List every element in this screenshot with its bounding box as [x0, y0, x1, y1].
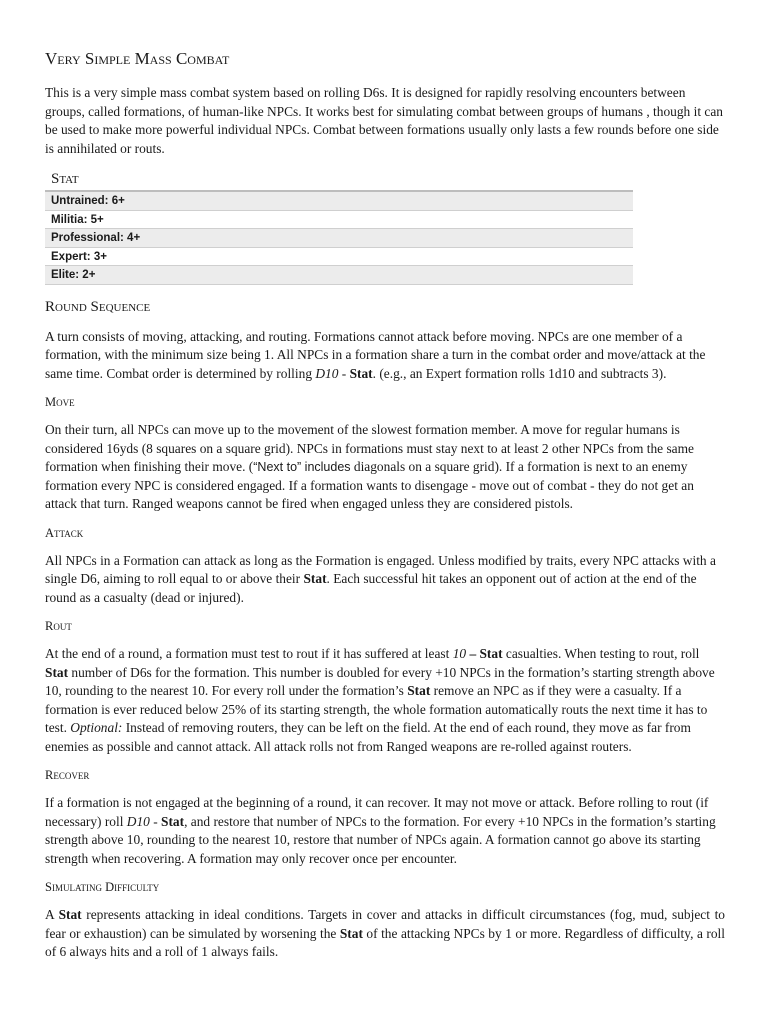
attack-heading: Attack — [45, 525, 84, 540]
stat-row-militia: Militia: 5+ — [45, 211, 633, 230]
simulating-difficulty-heading: Simulating Difficulty — [45, 880, 160, 894]
round-sequence-heading: Round Sequence — [45, 298, 151, 315]
round-sequence-paragraph: A turn consists of moving, attacking, and routing. Formations cannot attack before moving. NPCs are one member of a formation, with the minimum size being 1. All NPCs in a formation share a turn in the combat order and move/attack at the same time. Combat order is determined by rolling D10 - Stat. (e.g., an Expert formation rolls 1d10 and subtracts 3). — [45, 328, 706, 381]
stat-row-expert: Expert: 3+ — [45, 248, 633, 267]
recover-paragraph: If a formation is not engaged at the beginning of a round, it can recover. It may not move or attack. Before rolling to rout (if necessary) roll D10 - Stat, and restore that number of NPCs to the formation. For every +10 NPCs in the formation’s starting strength above 10, rounding to the nearest 10, restore that number of NPCs again. A formation cannot go above its starting strength when recovering. A formation may only recover once per encounter. — [45, 795, 716, 866]
rout-paragraph: At the end of a round, a formation must test to rout if it has suffered at least 10 – Stat casualties. When testing to rout, roll Stat number of D6s for the formation. This number is doubled for every +10 NPCs in the formation’s starting strength above 10, rounding to the nearest 10. For every roll under the formation’s Stat remove an NPC as if they were a casualty. If a formation is ever reduced below 25% of its starting strength, the whole formation automatically routs the next time it has to test. Optional: Instead of removing routers, they can be left on the field. At the end of each round, they move as far from enemies as possible and cannot attack. All attack rolls not from Ranged weapons are re-rolled against routers. — [45, 646, 715, 754]
stat-table — [45, 169, 633, 285]
page-title: Very Simple Mass Combat — [45, 49, 230, 68]
intro-paragraph: This is a very simple mass combat system based on rolling D6s. It is designed for rapidly resolving encounters between groups, called formations, of human-like NPCs. It works best for simulating combat between groups of humans , though it can be used to make more powerful individual NPCs. Combat between formations usually only lasts a few rounds before one side is annihilated or routs. — [45, 85, 723, 156]
stat-row-professional: Professional: 4+ — [45, 229, 633, 248]
rout-heading: Rout — [45, 619, 72, 633]
stat-row-elite: Elite: 2+ — [45, 266, 633, 285]
simulating-difficulty-paragraph: A Stat represents attacking in ideal conditions. Targets in cover and attacks in difficult circumstances (fog, mud, subject to fear or exhaustion) can be simulated by worsening the Stat of the attacking NPCs by 1 or more. Regardless of difficulty, a roll of 6 always hits and a roll of 1 always fails. — [45, 907, 725, 959]
attack-paragraph: All NPCs in a Formation can attack as long as the Formation is engaged. Unless modified by traits, every NPC attacks with a single D6, aiming to roll equal to or above their Stat. Each successful hit takes an opponent out of action at the end of the round as a casualty (dead or injured). — [45, 552, 716, 605]
move-heading: Move — [45, 395, 75, 409]
move-paragraph: On their turn, all NPCs can move up to the movement of the slowest formation member. A move for regular humans is considered 16yds (8 squares on a square grid). NPCs in formations must stay next to at least 2 other NPCs from the same formation when finishing their move. (“Next to” includes diagonals on a square grid). If a formation is next to an enemy formation every NPC is considered engaged. If a formation wants to disengage - move out of combat - they do not get an attack that turn. Ranged weapons cannot be fired when engaged unless they are considered pistols. — [45, 422, 694, 511]
stat-table-heading: Stat — [45, 169, 633, 191]
stat-row-untrained: Untrained: 6+ — [45, 191, 633, 211]
document-page — [45, 48, 725, 973]
recover-heading: Recover — [45, 768, 90, 782]
